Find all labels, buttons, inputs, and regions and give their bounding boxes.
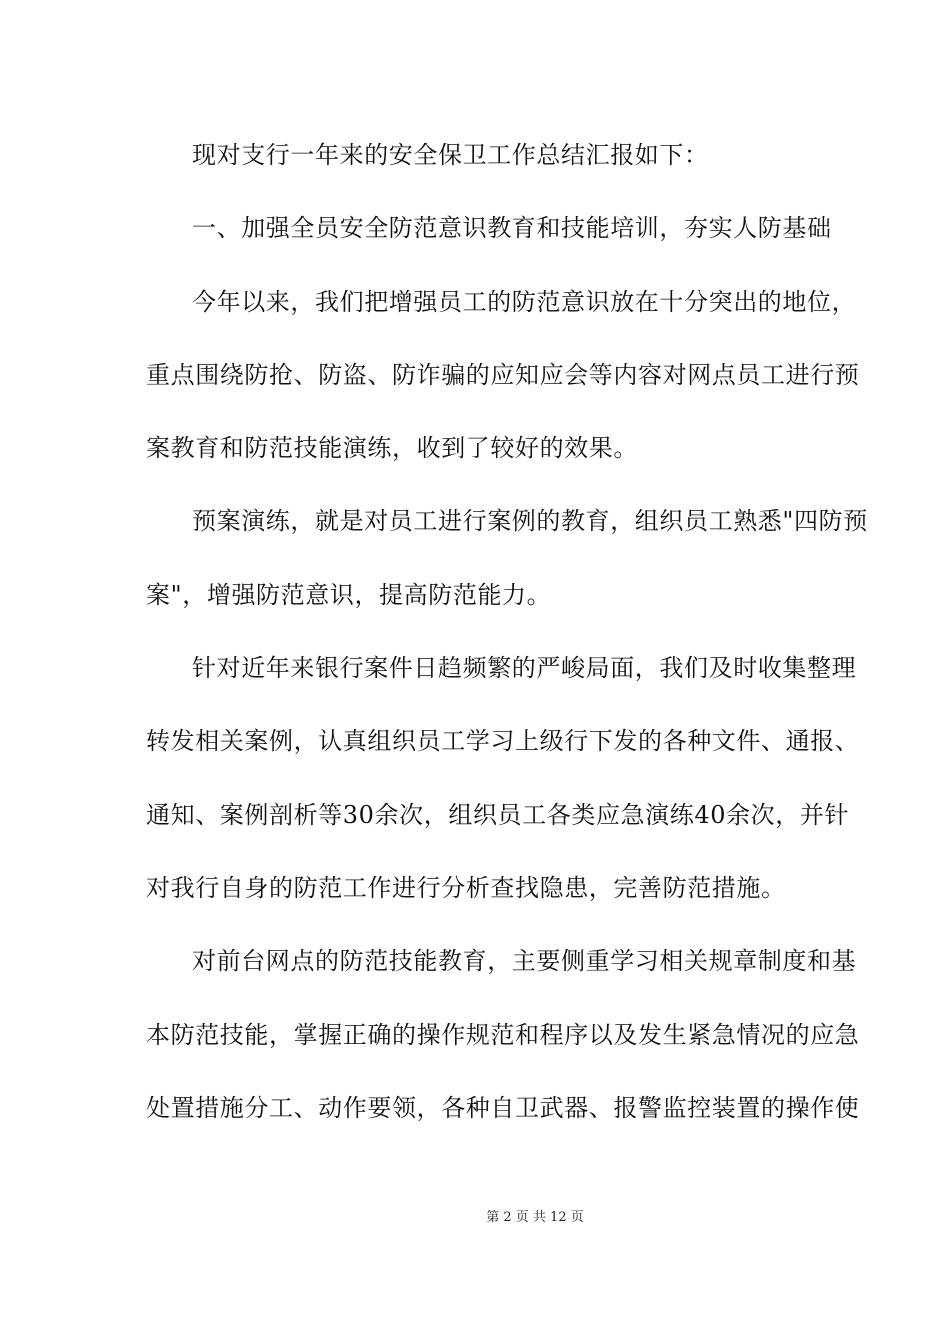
paragraph-line: 预案演练，就是对员工进行案例的教育，组织员工熟悉"四防预 (192, 507, 868, 536)
paragraph-line: 处置措施分工、动作要领，各种自卫武器、报警监控装置的操作使 (146, 1093, 860, 1122)
paragraph-line: 通知、案例剖析等30余次，组织员工各类应急演练40余次，并针 (146, 800, 850, 829)
paragraph-line: 对我行自身的防范工作进行分析查找隐患，完善防范措施。 (146, 873, 786, 902)
document-body (146, 131, 868, 1157)
section-heading: 一、加强全员安全防范意识教育和技能培训，夯实人防基础 (192, 214, 832, 243)
page-footer (0, 1208, 950, 1228)
paragraph-line: 本防范技能，掌握正确的操作规范和程序以及发生紧急情况的应急 (146, 1020, 860, 1049)
paragraph-line: 案教育和防范技能演练，收到了较好的效果。 (146, 434, 638, 463)
paragraph-line: 对前台网点的防范技能教育，主要侧重学习相关规章制度和基 (192, 947, 857, 976)
paragraph-line: 转发相关案例，认真组织员工学习上级行下发的各种文件、通报、 (146, 727, 860, 756)
paragraph-line: 今年以来，我们把增强员工的防范意识放在十分突出的地位， (192, 287, 857, 316)
paragraph-line: 针对近年来银行案件日趋频繁的严峻局面，我们及时收集整理 (192, 654, 857, 683)
page-number: 第 2 页 共 12 页 (486, 1210, 584, 1225)
paragraph-line: 案"，增强防范意识，提高防范能力。 (146, 580, 552, 609)
paragraph-line: 重点围绕防抢、防盗、防诈骗的应知应会等内容对网点员工进行预 (146, 360, 860, 389)
paragraph-line: 现对支行一年来的安全保卫工作总结汇报如下： (192, 141, 709, 169)
